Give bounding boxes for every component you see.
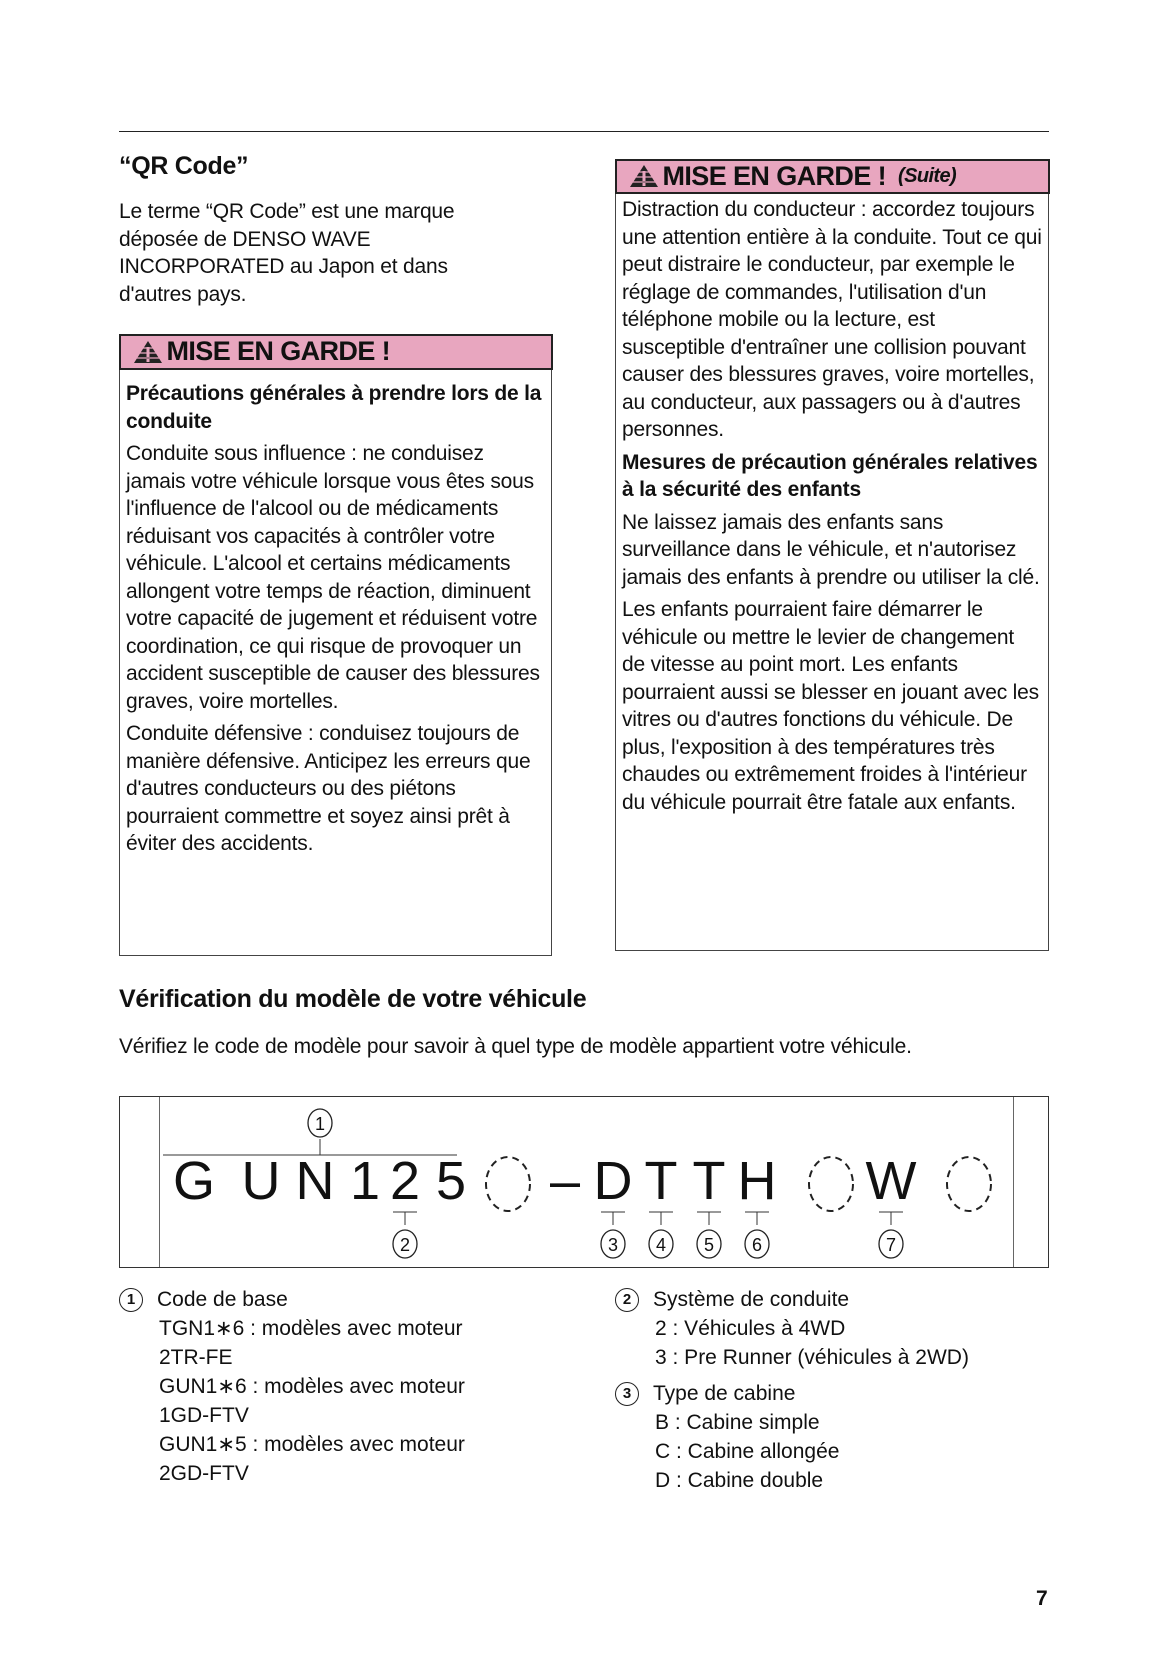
code-char: D	[593, 1151, 633, 1211]
svg-text:4: 4	[655, 1235, 667, 1255]
callout-number: 2	[615, 1288, 639, 1312]
blank-slot-circle	[947, 1157, 991, 1211]
code-char: U	[241, 1151, 281, 1211]
legend-line: C : Cabine allongée	[655, 1440, 840, 1463]
svg-text:1: 1	[314, 1114, 326, 1134]
warning-title: MISE EN GARDE !	[662, 160, 887, 191]
warning-subtitle: Mesures de précaution générales relatives à la sécurité des enfants	[622, 450, 1038, 501]
warning-subtitle: Précautions générales à prendre lors de la conduite	[126, 382, 542, 433]
svg-text:5: 5	[703, 1235, 715, 1255]
code-char: 2	[389, 1151, 421, 1211]
legend-line: 3 : Pre Runner (véhicules à 2WD)	[655, 1346, 969, 1369]
code-char: 5	[435, 1151, 467, 1211]
legend-item-drive-system	[615, 1285, 1055, 1314]
warning-title: MISE EN GARDE !	[166, 336, 391, 366]
legend-right	[615, 1285, 1055, 1495]
legend-line: 2 : Véhicules à 4WD	[655, 1317, 846, 1340]
legend-line: 2GD-FTV	[159, 1462, 249, 1485]
model-code-diagram	[119, 1096, 1049, 1268]
legend-line: 2TR-FE	[159, 1346, 233, 1369]
legend-line: GUN1∗6 : modèles avec moteur	[159, 1375, 465, 1398]
legend-left	[119, 1285, 559, 1488]
model-section-title: Vérification du modèle de votre véhicule	[119, 985, 587, 1013]
code-char: T	[692, 1151, 726, 1211]
model-code-figure	[120, 1097, 1050, 1269]
legend-item-cabin-type	[615, 1379, 1055, 1408]
legend-line: GUN1∗5 : modèles avec moteur	[159, 1433, 465, 1456]
warning-header-right	[615, 159, 1050, 194]
code-char: T	[644, 1151, 678, 1211]
qr-code-text: Le terme “QR Code” est une marque déposée de DENSO WAVE INCORPORATED au Japon et dans d'autres pays.	[119, 200, 455, 306]
legend-title: Type de cabine	[653, 1382, 796, 1405]
warning-triangle-icon	[629, 164, 659, 188]
callout-number: 3	[615, 1382, 639, 1406]
qr-code-title: “QR Code”	[119, 152, 249, 180]
legend-line: D : Cabine double	[655, 1469, 824, 1492]
top-rule	[119, 131, 1049, 132]
code-char: –	[549, 1151, 581, 1211]
warning-suite-label: (Suite)	[898, 164, 957, 187]
legend-line: B : Cabine simple	[655, 1411, 820, 1434]
warning-paragraph: Distraction du conducteur : accordez toujours une attention entière à la conduite. Tout ce qui peut distraire le conducteur, par exemple le réglage de commandes, l'utilisation d'un téléphone mobile ou la lecture, est susceptible d'entraîner une collision pouvant causer des blessures graves, voire mortelles, au conducteur, aux passagers ou à d'autres personnes.	[622, 198, 1042, 441]
warning-header-left	[119, 334, 553, 370]
warning-paragraph: Ne laissez jamais des enfants sans surveillance dans le véhicule, et n'autorisez jamais des enfants à prendre ou utiliser la clé.	[622, 510, 1040, 589]
warning-box-right	[615, 159, 1049, 951]
code-char: G	[172, 1151, 216, 1211]
warning-triangle-icon	[133, 340, 163, 364]
callout-number: 1	[119, 1288, 143, 1312]
svg-text:6: 6	[751, 1235, 763, 1255]
svg-text:7: 7	[885, 1235, 897, 1255]
code-char: W	[865, 1151, 917, 1211]
legend-item-base-code	[119, 1285, 559, 1314]
legend-title: Système de conduite	[653, 1288, 850, 1311]
legend-line: TGN1∗6 : modèles avec moteur	[159, 1317, 463, 1340]
code-char: H	[737, 1151, 777, 1211]
warning-box-left	[119, 334, 552, 956]
warning-paragraph: Conduite sous influence : ne conduisez jamais votre véhicule lorsque vous êtes sous l'influence de l'alcool ou de médicaments réduisant vos capacités à contrôler votre véhicule. L'alcool et certains médicaments allongent votre temps de réaction, diminuent votre capacité de jugement et réduisent votre coordination, ce qui risque de provoquer un accident susceptible de causer des blessures graves, voire mortelles.	[126, 442, 540, 713]
svg-text:3: 3	[607, 1235, 619, 1255]
legend-title: Code de base	[157, 1288, 288, 1311]
model-section-text: Vérifiez le code de modèle pour savoir à quel type de modèle appartient votre véhicule.	[119, 1035, 912, 1058]
legend-line: 1GD-FTV	[159, 1404, 249, 1427]
svg-text:2: 2	[399, 1235, 411, 1255]
warning-paragraph: Conduite défensive : conduisez toujours de manière défensive. Anticipez les erreurs que d'autres conducteurs ou des piétons pourraient commettre et soyez ainsi prêt à éviter des accidents.	[126, 722, 531, 855]
code-char: N	[295, 1151, 335, 1211]
blank-slot-circle	[809, 1157, 853, 1211]
blank-slot-circle	[486, 1157, 530, 1211]
warning-paragraph: Les enfants pourraient faire démarrer le véhicule ou mettre le levier de changement de vitesse au point mort. Les enfants pourraient aussi se blesser en jouant avec les vitres ou d'autres fonctions du véhicule. De plus, l'exposition à des températures très chaudes ou extrêmement froides à l'intérieur du véhicule pourrait être fatale aux enfants.	[622, 598, 1039, 814]
page-number: 7	[1036, 1587, 1048, 1610]
code-char: 1	[349, 1151, 381, 1211]
